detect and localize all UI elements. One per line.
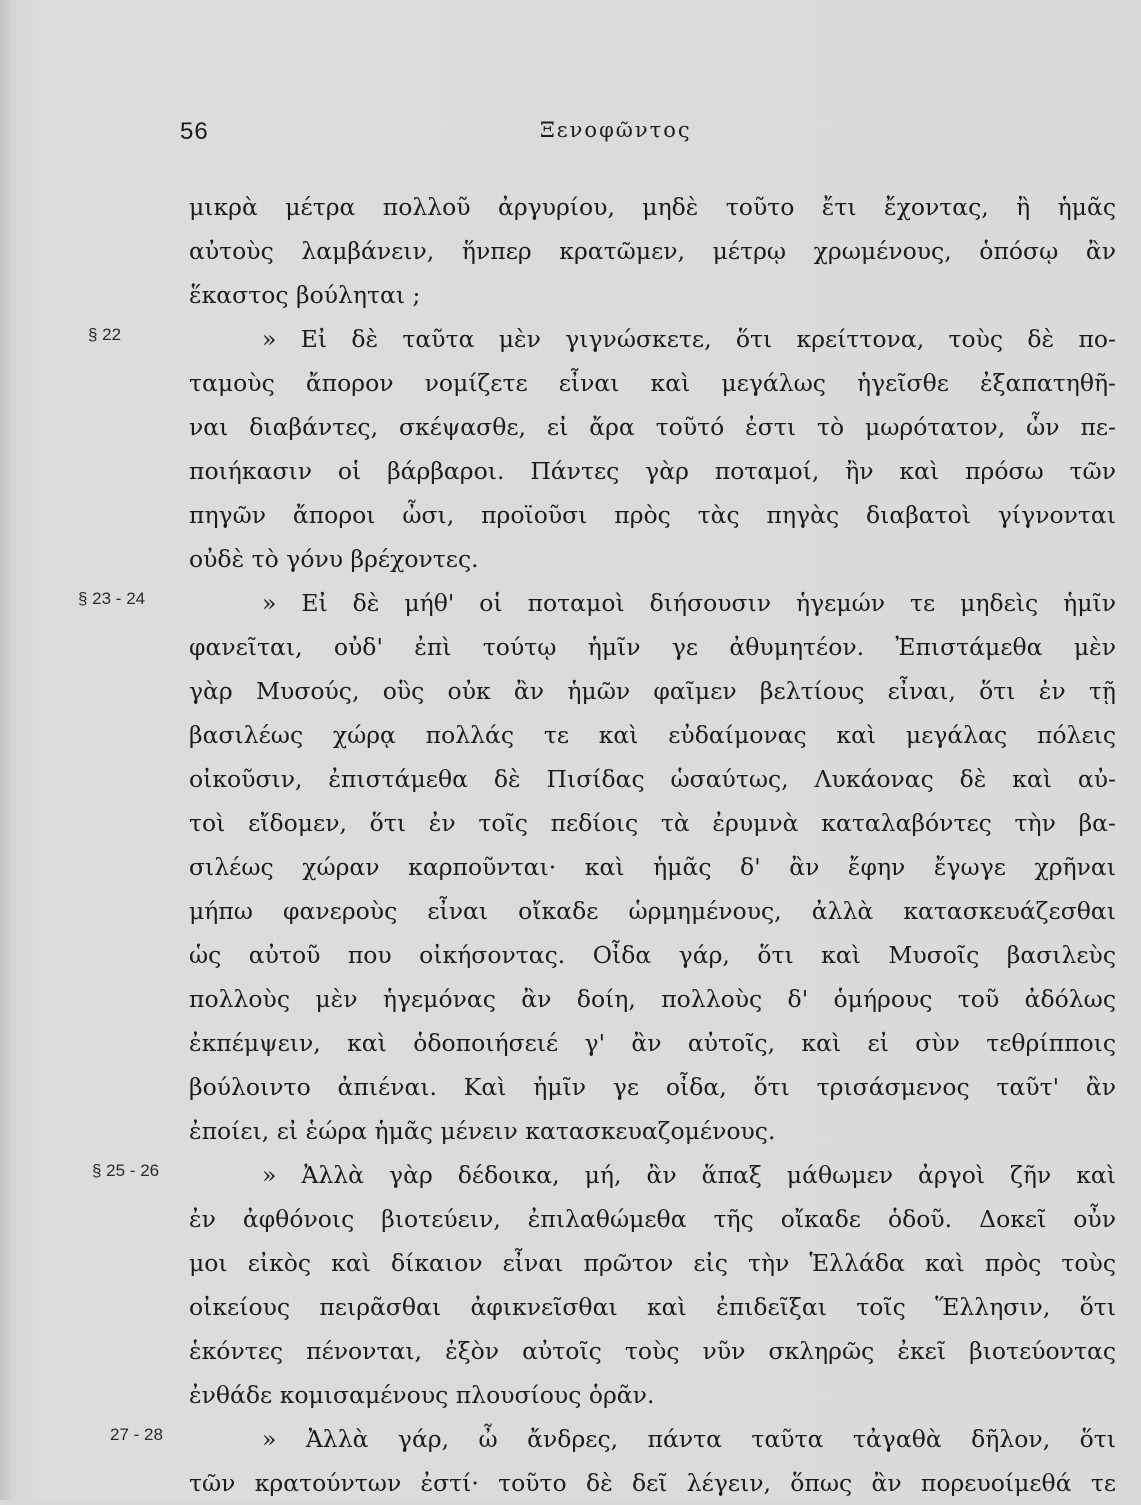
text-line: ἐποίει, εἰ ἑώρα ἡμᾶς μένειν κατασκευαζομένους. [189, 1117, 776, 1145]
marginal-section-22: § 22 [88, 325, 122, 344]
marginal-section-25-26: § 25 - 26 [92, 1161, 160, 1180]
text-line: ταμοὺς ἄπορον νομίζετε εἶναι καὶ μεγάλως ἡγεῖσθε ἐξαπατηθῆ- [189, 369, 1116, 397]
text-line: μήπω φανεροὺς εἶναι οἴκαδε ὡρμημένους, ἀλλὰ κατασκευάζεσθαι [189, 897, 1116, 925]
text-line: βούλοιντο ἀπιέναι. Καὶ ἡμῖν γε οἶδα, ὅτι τρισάσμενος ταῦτ' ἂν [189, 1073, 1116, 1101]
text-line: ναι διαβάντες, σκέψασθε, εἰ ἄρα τοῦτό ἐστι τὸ μωρότατον, ὧν πε- [189, 413, 1116, 441]
text-line: οὐδὲ τὸ γόνυ βρέχοντες. [189, 545, 479, 573]
text-line: οἰκοῦσιν, ἐπιστάμεθα δὲ Πισίδας ὡσαύτως, Λυκάονας δὲ καὶ αὐ- [189, 765, 1116, 793]
text-line: » Ἀλλὰ γάρ, ὦ ἄνδρες, πάντα ταῦτα τἀγαθὰ δῆλον, ὅτι [262, 1425, 1116, 1453]
text-line: ἕκαστος βούληται ; [189, 281, 421, 309]
running-title: Ξενοφῶντος [540, 118, 692, 142]
text-line: » Εἰ δὲ μήθ' οἱ ποταμοὶ διήσουσιν ἡγεμών τε μηδεὶς ἡμῖν [262, 589, 1116, 617]
page-number: 56 [180, 118, 209, 145]
text-line: οἰκείους πειρᾶσθαι ἀφικνεῖσθαι καὶ ἐπιδεῖξαι τοῖς Ἕλλησιν, ὅτι [189, 1293, 1116, 1321]
text-line: πολλοὺς μὲν ἡγεμόνας ἂν δοίη, πολλοὺς δ' ὁμήρους τοῦ ἀδόλως [189, 985, 1116, 1013]
text-line: γὰρ Μυσούς, οὓς οὐκ ἂν ἡμῶν φαῖμεν βελτίους εἶναι, ὅτι ἐν τῇ [189, 677, 1116, 705]
text-line: τοὶ εἴδομεν, ὅτι ἐν τοῖς πεδίοις τὰ ἐρυμνὰ καταλαβόντες τὴν βα- [189, 809, 1116, 837]
text-line: πηγῶν ἄποροι ὦσι, προϊοῦσι πρὸς τὰς πηγὰς διαβατοὶ γίγνονται [189, 501, 1116, 529]
text-line: ἑκόντες πένονται, ἐξὸν αὐτοῖς τοὺς νῦν σκληρῶς ἐκεῖ βιοτεύοντας [189, 1337, 1116, 1365]
text-line: » Εἰ δὲ ταῦτα μὲν γιγνώσκετε, ὅτι κρείττονα, τοὺς δὲ πο- [262, 325, 1116, 353]
text-line: ἐκπέμψειν, καὶ ὁδοποιήσειέ γ' ἂν αὐτοῖς, καὶ εἰ σὺν τεθρίπποις [189, 1029, 1116, 1057]
text-line: τῶν κρατούντων ἐστί· τοῦτο δὲ δεῖ λέγειν, ὅπως ἂν πορευοίμεθά τε [189, 1469, 1116, 1497]
text-line: σιλέως χώραν καρποῦνται· καὶ ἡμᾶς δ' ἂν ἔφην ἔγωγε χρῆναι [189, 853, 1116, 881]
marginal-section-23-24: § 23 - 24 [78, 589, 146, 608]
page-binding-edge [0, 0, 14, 1500]
text-line: ἐν ἀφθόνοις βιοτεύειν, ἐπιλαθώμεθα τῆς οἴκαδε ὁδοῦ. Δοκεῖ οὖν [189, 1205, 1116, 1233]
page-header [0, 118, 1141, 158]
text-line: ἐνθάδε κομισαμένους πλουσίους ὁρᾶν. [189, 1381, 655, 1409]
text-line: αὐτοὺς λαμβάνειν, ἥνπερ κρατῶμεν, μέτρῳ χρωμένους, ὁπόσῳ ἂν [189, 237, 1116, 265]
text-line: βασιλέως χώρᾳ πολλάς τε καὶ εὐδαίμονας καὶ μεγάλας πόλεις [189, 721, 1116, 749]
text-line: » Ἀλλὰ γὰρ δέδοικα, μή, ἂν ἅπαξ μάθωμεν ἀργοὶ ζῆν καὶ [262, 1161, 1116, 1189]
text-line: μοι εἰκὸς καὶ δίκαιον εἶναι πρῶτον εἰς τὴν Ἑλλάδα καὶ πρὸς τοὺς [189, 1249, 1116, 1277]
marginal-section-27-28: 27 - 28 [110, 1425, 163, 1444]
text-line: φανεῖται, οὐδ' ἐπὶ τούτῳ ἡμῖν γε ἀθυμητέον. Ἐπιστάμεθα μὲν [189, 633, 1116, 661]
text-line: μικρὰ μέτρα πολλοῦ ἀργυρίου, μηδὲ τοῦτο ἔτι ἔχοντας, ἢ ἡμᾶς [189, 193, 1116, 221]
text-line: ὡς αὐτοῦ που οἰκήσοντας. Οἶδα γάρ, ὅτι καὶ Μυσοῖς βασιλεὺς [189, 941, 1116, 969]
text-line: ποιήκασιν οἱ βάρβαροι. Πάντες γὰρ ποταμοί, ἢν καὶ πρόσω τῶν [189, 457, 1116, 485]
